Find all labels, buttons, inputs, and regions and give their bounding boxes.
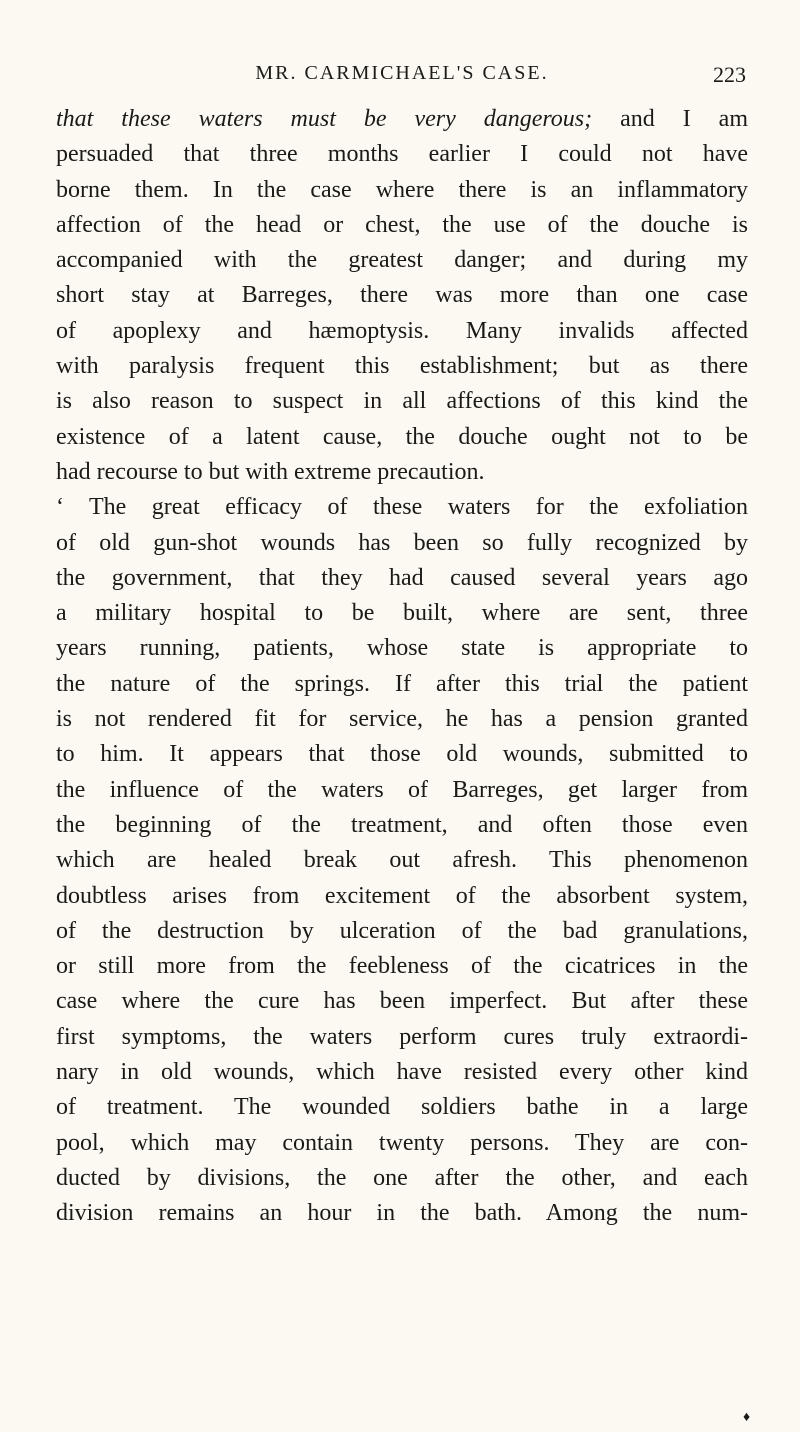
text-line: or still more from the feebleness of the cicatrices in the [56,953,748,980]
ink-mark: ♦ [743,1410,751,1425]
text-line: nary in old wounds, which have resisted every other kind [56,1059,748,1086]
page-number: 223 [713,62,746,87]
text-line: the beginning of the treatment, and often those even [56,811,748,838]
text-line: existence of a latent cause, the douche ought not to be [56,423,748,450]
running-title: MR. CARMICHAEL'S CASE. [255,62,549,84]
text-line: of old gun-shot wounds has been so fully recognized by [56,529,748,556]
body-text [56,102,748,1232]
text-line: ‘ The great efficacy of these waters for the exfoliation [56,494,748,521]
text-line: the influence of the waters of Barreges, get larger from [56,776,748,803]
text-line: to him. It appears that those old wounds, submitted to [56,741,748,768]
text-line: case where the cure has been imperfect. But after these [56,988,748,1015]
italic-phrase: that these waters must be very dangerous; [56,106,593,132]
text-line: borne them. In the case where there is an inflammatory [56,176,748,203]
text-line: had recourse to but with extreme precaution. [56,458,485,485]
text-line: of treatment. The wounded soldiers bathe in a large [56,1094,748,1121]
text-line: doubtless arises from excitement of the absorbent system, [56,882,748,909]
text-line: a military hospital to be built, where are sent, three [56,600,748,627]
running-head [56,62,748,92]
text-line: persuaded that three months earlier I could not have [56,141,748,168]
text-line: with paralysis frequent this establishment; but as there [56,353,748,380]
text-line: the nature of the springs. If after this trial the patient [56,670,748,697]
text-line: which are healed break out afresh. This phenomenon [56,847,748,874]
text-line: first symptoms, the waters perform cures truly extraordi- [56,1023,748,1050]
text-line: pool, which may contain twenty persons. They are con- [56,1129,748,1156]
text-line: ducted by divisions, the one after the other, and each [56,1164,748,1191]
text-line: short stay at Barreges, there was more than one case [56,282,748,309]
text-line: affection of the head or chest, the use of the douche is [56,211,748,238]
text-line [56,102,748,137]
text-line: the government, that they had caused several years ago [56,564,748,591]
text-fragment: and I am [592,106,748,132]
text-line: years running, patients, whose state is appropriate to [56,635,748,662]
text-line: accompanied with the greatest danger; and during my [56,247,748,274]
text-line: of the destruction by ulceration of the bad granulations, [56,917,748,944]
text-line: is not rendered fit for service, he has a pension granted [56,706,748,733]
text-line: of apoplexy and hæmoptysis. Many invalids affected [56,317,748,344]
text-line: is also reason to suspect in all affections of this kind the [56,388,748,415]
text-line: division remains an hour in the bath. Among the num- [56,1200,748,1227]
